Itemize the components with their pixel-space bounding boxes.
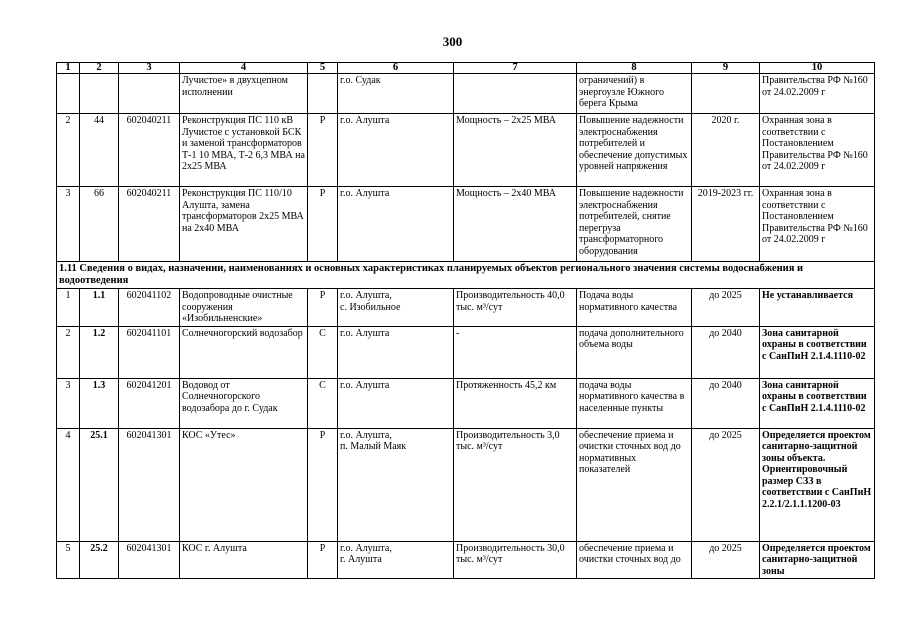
cell-purpose: Подача воды нормативного качества bbox=[577, 289, 692, 327]
cell-purpose: обеспечение приема и очистки сточных вод до bbox=[577, 541, 692, 579]
cell-characteristics: Производительность 40,0 тыс. м³/сут bbox=[454, 289, 577, 327]
cell-number: 25.2 bbox=[80, 541, 119, 579]
cell-name: КОС г. Алушта bbox=[180, 541, 308, 579]
cell-name: Водопроводные очистные сооружения «Изобильненские» bbox=[180, 289, 308, 327]
cell-code: 602040211 bbox=[119, 187, 180, 262]
column-number: 1 bbox=[57, 63, 80, 74]
table-row bbox=[57, 378, 875, 428]
cell-status: С bbox=[308, 378, 338, 428]
cell-purpose: подача воды нормативного качества в населенные пункты bbox=[577, 378, 692, 428]
column-number: 6 bbox=[338, 63, 454, 74]
cell-term: до 2025 bbox=[692, 289, 760, 327]
cell-term: до 2040 bbox=[692, 326, 760, 378]
cell-index: 1 bbox=[57, 289, 80, 327]
column-number: 4 bbox=[180, 63, 308, 74]
cell-number: 25.1 bbox=[80, 428, 119, 541]
cell-zone: Зона санитарной охраны в соответствии с СанПиН 2.1.4.1110-02 bbox=[760, 326, 875, 378]
cell-characteristics: - bbox=[454, 326, 577, 378]
column-number: 9 bbox=[692, 63, 760, 74]
table-row bbox=[57, 541, 875, 579]
cell-code: 602041101 bbox=[119, 326, 180, 378]
cell-index: 5 bbox=[57, 541, 80, 579]
column-number: 5 bbox=[308, 63, 338, 74]
column-number: 3 bbox=[119, 63, 180, 74]
cell-number: 1.3 bbox=[80, 378, 119, 428]
cell-location: г.о. Алушта, п. Малый Маяк bbox=[338, 428, 454, 541]
cell-zone: Определяется проектом санитарно-защитной зоны bbox=[760, 541, 875, 579]
cell-number: 1.2 bbox=[80, 326, 119, 378]
cell-characteristics: Мощность – 2х40 МВА bbox=[454, 187, 577, 262]
cell-status: С bbox=[308, 326, 338, 378]
cell-code: 602041102 bbox=[119, 289, 180, 327]
cell-location: г.о. Алушта, г. Алушта bbox=[338, 541, 454, 579]
column-number: 7 bbox=[454, 63, 577, 74]
cell-name: Лучистое» в двухцепном исполнении bbox=[180, 74, 308, 114]
cell-number bbox=[80, 74, 119, 114]
cell-term bbox=[692, 74, 760, 114]
cell-status: Р bbox=[308, 289, 338, 327]
cell-zone: Зона санитарной охраны в соответствии с СанПиН 2.1.4.1110-02 bbox=[760, 378, 875, 428]
cell-characteristics: Производительность 3,0 тыс. м³/сут bbox=[454, 428, 577, 541]
cell-characteristics: Производительность 30,0 тыс. м³/сут bbox=[454, 541, 577, 579]
cell-status: Р bbox=[308, 114, 338, 187]
cell-status: Р bbox=[308, 428, 338, 541]
cell-purpose: ограничений) в энергоузле Южного берега Крыма bbox=[577, 74, 692, 114]
table-row bbox=[57, 114, 875, 187]
cell-location: г.о. Алушта bbox=[338, 378, 454, 428]
cell-location: г.о. Алушта bbox=[338, 187, 454, 262]
cell-index: 2 bbox=[57, 114, 80, 187]
cell-purpose: обеспечение приема и очистки сточных вод до нормативных показателей bbox=[577, 428, 692, 541]
cell-characteristics: Протяженность 45,2 км bbox=[454, 378, 577, 428]
cell-code bbox=[119, 74, 180, 114]
cell-purpose: Повышение надежности электроснабжения потребителей и обеспечение допустимых уровней напряжения bbox=[577, 114, 692, 187]
cell-term: 2019-2023 гг. bbox=[692, 187, 760, 262]
cell-name: КОС «Утес» bbox=[180, 428, 308, 541]
cell-zone: Правительства РФ №160 от 24.02.2009 г bbox=[760, 74, 875, 114]
cell-name: Водовод от Солнечногорского водозабора до г. Судак bbox=[180, 378, 308, 428]
cell-index bbox=[57, 74, 80, 114]
cell-code: 602041301 bbox=[119, 428, 180, 541]
cell-code: 602041201 bbox=[119, 378, 180, 428]
cell-term: до 2040 bbox=[692, 378, 760, 428]
cell-zone: Охранная зона в соответствии с Постановлением Правительства РФ №160 от 24.02.2009 г bbox=[760, 114, 875, 187]
cell-purpose: Повышение надежности электроснабжения потребителей, снятие перегруза трансформаторного оборудования bbox=[577, 187, 692, 262]
cell-status bbox=[308, 74, 338, 114]
column-number: 10 bbox=[760, 63, 875, 74]
cell-number: 1.1 bbox=[80, 289, 119, 327]
column-number: 8 bbox=[577, 63, 692, 74]
cell-zone: Определяется проектом санитарно-защитной зоны объекта. Ориентировочный размер СЗЗ в соответствии с СанПиН 2.2.1/2.1.1.1200-03 bbox=[760, 428, 875, 541]
section-title: 1.11 Сведения о видах, назначении, наименованиях и основных характеристиках планируемых объектов регионального значения системы водоснабжения и водоотведения bbox=[57, 262, 875, 289]
section-row bbox=[57, 262, 875, 289]
cell-purpose: подача дополнительного объема воды bbox=[577, 326, 692, 378]
cell-status: Р bbox=[308, 541, 338, 579]
cell-status: Р bbox=[308, 187, 338, 262]
table-row bbox=[57, 428, 875, 541]
table-row bbox=[57, 74, 875, 114]
column-number-row bbox=[57, 63, 875, 74]
table-row bbox=[57, 187, 875, 262]
cell-index: 2 bbox=[57, 326, 80, 378]
cell-name: Реконструкция ПС 110 кВ Лучистое с установкой БСК и заменой трансформаторов Т-1 10 МВА, Т-2 6,3 МВА на 2х25 МВА bbox=[180, 114, 308, 187]
cell-location: г.о. Алушта bbox=[338, 326, 454, 378]
cell-term: до 2025 bbox=[692, 428, 760, 541]
cell-index: 3 bbox=[57, 187, 80, 262]
cell-location: г.о. Алушта, с. Изобильное bbox=[338, 289, 454, 327]
cell-term: 2020 г. bbox=[692, 114, 760, 187]
table-row bbox=[57, 289, 875, 327]
cell-index: 3 bbox=[57, 378, 80, 428]
cell-name: Солнечногорский водозабор bbox=[180, 326, 308, 378]
cell-index: 4 bbox=[57, 428, 80, 541]
cell-code: 602040211 bbox=[119, 114, 180, 187]
column-number: 2 bbox=[80, 63, 119, 74]
cell-location: г.о. Алушта bbox=[338, 114, 454, 187]
page-number: 300 bbox=[442, 34, 463, 49]
cell-characteristics: Мощность – 2х25 МВА bbox=[454, 114, 577, 187]
cell-zone: Охранная зона в соответствии с Постановлением Правительства РФ №160 от 24.02.2009 г bbox=[760, 187, 875, 262]
planning-objects-table bbox=[56, 62, 875, 579]
table-row bbox=[57, 326, 875, 378]
cell-name: Реконструкция ПС 110/10 Алушта, замена трансформаторов 2х25 МВА на 2х40 МВА bbox=[180, 187, 308, 262]
cell-location: г.о. Судак bbox=[338, 74, 454, 114]
cell-number: 66 bbox=[80, 187, 119, 262]
cell-characteristics bbox=[454, 74, 577, 114]
cell-zone: Не устанавливается bbox=[760, 289, 875, 327]
cell-number: 44 bbox=[80, 114, 119, 187]
cell-term: до 2025 bbox=[692, 541, 760, 579]
cell-code: 602041301 bbox=[119, 541, 180, 579]
